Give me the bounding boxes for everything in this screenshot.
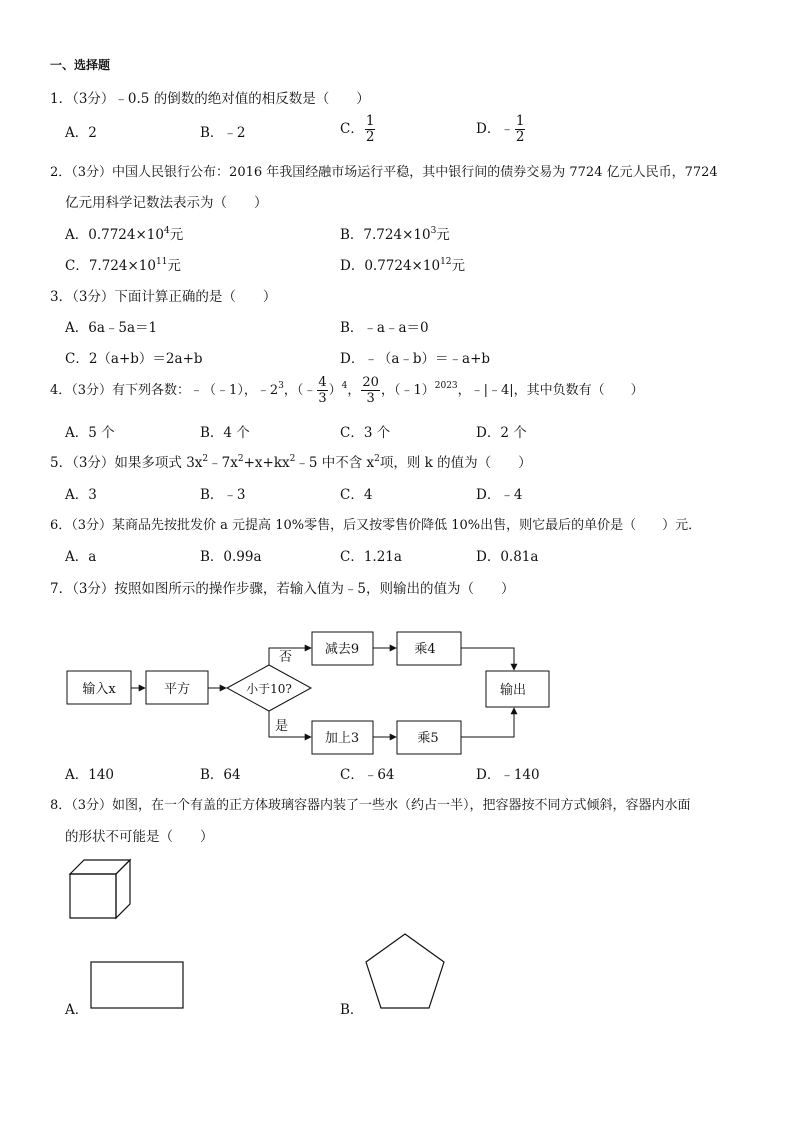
cube-figure (68, 858, 134, 922)
q4-option-b[interactable]: B．4 个 (200, 425, 250, 441)
q7-option-d[interactable]: D．﹣140 (476, 767, 540, 783)
q1-stem: 1．（3分）﹣0.5 的倒数的绝对值的相反数是（ ） (50, 91, 370, 107)
q5-option-d[interactable]: D．﹣4 (476, 487, 523, 503)
flow-arrow (461, 708, 514, 737)
q5-option-b[interactable]: B．﹣3 (200, 487, 246, 503)
q5-option-a[interactable]: A．3 (65, 487, 97, 503)
q2-option-d[interactable]: D．$0.7724\times 10^{12}$元 (340, 257, 466, 274)
q1-option-b[interactable]: B．﹣2 (200, 125, 246, 141)
q6-option-c[interactable]: C．1.21a (340, 549, 402, 565)
q6-stem: 6．（3分）某商品先按批发价 a 元提高 10%零售，后又按零售价降低 10%出售，则它最后的单价是（ ）元． (50, 518, 702, 533)
q8-stem-line1: 8．（3分）如图，在一个有盖的正方体玻璃容器内装了一些水（约占一半），把容器按不同方式倾斜，容器内水面 (50, 798, 691, 813)
q3-option-d[interactable]: D．﹣（a﹣b）＝﹣a+b (340, 351, 491, 367)
fraction: $\frac{1}{2}$ (515, 113, 525, 145)
flow-mul5-label: 乘5 (417, 731, 439, 746)
q7-option-b[interactable]: B．64 (200, 767, 241, 783)
q8-stem-line2: 的形状不可能是（ ） (65, 829, 214, 845)
q6-option-d[interactable]: D．0.81a (476, 549, 539, 565)
q8-option-b-pentagon (363, 932, 447, 1012)
q5-stem: 5．（3分）如果多项式 $3x^2﹣7x^2+x+kx^2﹣5$ 中不含 $x^2$项，则 k 的值为（ ） (50, 454, 532, 471)
q1-option-d[interactable]: D．﹣ $\frac{1}{2}$ (476, 113, 525, 145)
q6-option-a[interactable]: A．a (65, 549, 97, 565)
q5-option-c[interactable]: C．4 (340, 487, 373, 503)
flow-square-label: 平方 (163, 682, 191, 697)
q7-option-a[interactable]: A．140 (65, 767, 115, 783)
q8-option-a-rectangle (90, 961, 186, 1011)
q7-option-c[interactable]: C．﹣64 (340, 767, 395, 783)
flow-mul4-label: 乘4 (414, 642, 436, 657)
flow-sub9-label: 减去9 (324, 642, 360, 657)
q4-stem: 4．（3分）有下列各数：﹣（﹣1），$﹣2^3$，（﹣ $\frac{4}{3}$ ）$^4$， $\frac{20}{3}$ ，（﹣1）$^{2023}$，﹣|﹣4|，其中负数有（ ） (50, 375, 644, 406)
q3-stem: 3．（3分）下面计算正确的是（ ） (50, 289, 277, 305)
q3-option-c[interactable]: C．2（a+b）＝2a+b (65, 351, 203, 367)
q2-option-b[interactable]: B．$7.724\times 10^3$元 (340, 226, 450, 243)
q8-option-a[interactable]: A． (65, 1002, 89, 1018)
q1-option-a[interactable]: A．2 (65, 125, 97, 141)
q4-option-c[interactable]: C．3 个 (340, 425, 391, 441)
option-prefix: D． (476, 121, 501, 137)
q4-option-a[interactable]: A．5 个 (65, 425, 115, 441)
q7-flowchart (0, 620, 794, 760)
q3-option-a[interactable]: A．6a﹣5a＝1 (65, 320, 158, 336)
q2-stem-line2: 亿元用科学记数法表示为（ ） (65, 195, 268, 211)
q4-option-d[interactable]: D．2 个 (476, 425, 527, 441)
flow-input-label: 输入x (82, 682, 116, 697)
flow-output-label: 输出 (499, 683, 527, 698)
flow-no-label: 否 (279, 650, 293, 665)
q3-option-b[interactable]: B．﹣a﹣a＝0 (340, 320, 429, 336)
q1-option-c[interactable] (340, 114, 376, 145)
q7-stem: 7．（3分）按照如图所示的操作步骤，若输入值为﹣5，则输出的值为（ ） (50, 581, 515, 597)
q2-option-c[interactable]: C．$7.724\times 10^{11}$元 (65, 257, 181, 274)
section-title: 一、选择题 (50, 58, 111, 72)
q2-stem-line1: 2．（3分）中国人民银行公布：2016 年我国经融市场运行平稳，其中银行间的债券交易为 7724 亿元人民币，7724 (50, 165, 718, 180)
flow-decision-label: 小于10? (246, 682, 292, 696)
option-prefix: C． (340, 121, 364, 137)
q8-option-b[interactable]: B． (340, 1002, 364, 1018)
q2-option-a[interactable]: A．$0.7724\times 10^4$元 (65, 226, 184, 243)
flow-arrow (461, 648, 514, 670)
fraction: $\frac{1}{2}$ (365, 113, 375, 145)
q6-option-b[interactable]: B．0.99a (200, 549, 262, 565)
fraction: $\frac{4}{3}$ (318, 375, 327, 406)
fraction: $\frac{20}{3}$ (362, 375, 379, 406)
flow-add3-label: 加上3 (324, 731, 360, 746)
flow-yes-label: 是 (275, 719, 289, 734)
